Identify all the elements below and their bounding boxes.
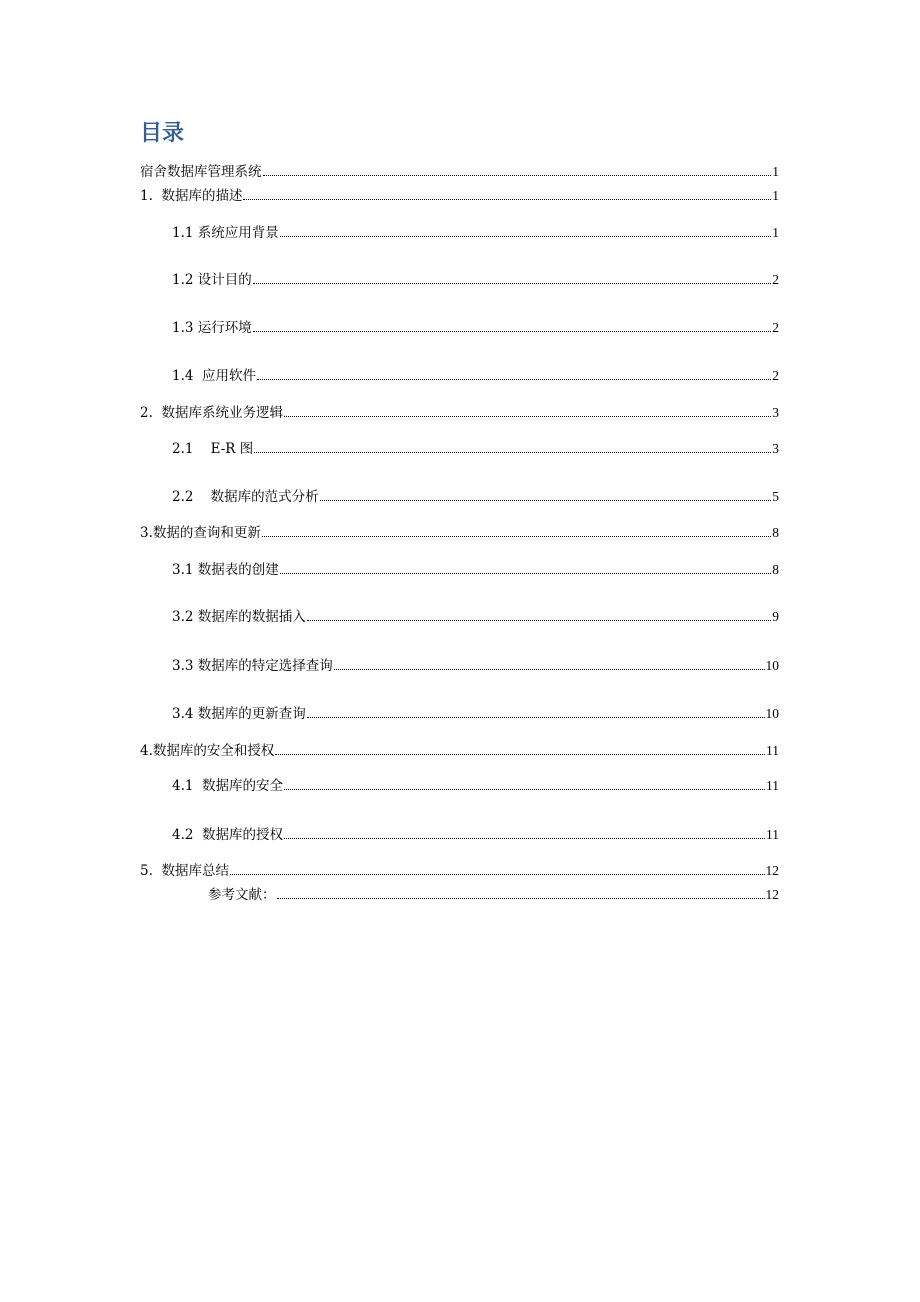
toc-entry[interactable] (172, 777, 779, 795)
toc-entry-label: 1. 数据库的描述 (140, 188, 243, 204)
toc-entry[interactable] (172, 657, 779, 675)
toc-entry-label: 4.1 数据库的安全 (172, 778, 284, 794)
toc-entry-label: 1.4 应用软件 (172, 368, 257, 384)
toc-leader-dots (320, 499, 772, 501)
toc-leader-dots (334, 668, 765, 670)
toc-entry[interactable] (140, 187, 779, 205)
toc-entry-page: 12 (765, 863, 779, 878)
toc-entry[interactable] (208, 886, 779, 904)
toc-entry[interactable] (140, 742, 779, 760)
toc-leader-dots (307, 716, 765, 718)
toc-entry-page: 10 (765, 658, 779, 673)
toc-leader-dots (307, 619, 771, 621)
toc-entry-label: 3.4 数据库的更新查询 (172, 706, 306, 722)
toc-leader-dots (262, 535, 771, 537)
toc-entry-label: 1.1 系统应用背景 (172, 225, 279, 241)
toc-entry-label: 1.2 设计目的 (172, 272, 252, 288)
toc-entry-label: 3.3 数据库的特定选择查询 (172, 658, 333, 674)
toc-entry-page: 2 (772, 272, 779, 287)
toc-leader-dots (253, 330, 771, 332)
toc-entry[interactable] (172, 561, 779, 579)
toc-leader-dots (254, 451, 771, 453)
toc-entry[interactable] (172, 440, 779, 458)
toc-leader-dots (284, 788, 765, 790)
toc-leader-dots (280, 235, 771, 237)
toc-entry-page: 1 (772, 188, 779, 203)
toc-entry-label: 宿舍数据库管理系统 (140, 164, 262, 180)
toc-entry-label: 4.2 数据库的授权 (172, 827, 284, 843)
toc-entry[interactable] (140, 404, 779, 422)
toc-leader-dots (284, 415, 771, 417)
toc-entry-page: 10 (765, 706, 779, 721)
toc-entry-label: 3.2 数据库的数据插入 (172, 609, 306, 625)
toc-entry-label: 2. 数据库系统业务逻辑 (140, 405, 283, 421)
toc-entry[interactable] (172, 224, 779, 242)
toc-leader-dots (275, 753, 765, 755)
toc-entry-page: 9 (772, 609, 779, 624)
toc-entry-page: 5 (772, 489, 779, 504)
toc-entry-page: 3 (772, 405, 779, 420)
toc-entry-page: 8 (772, 562, 779, 577)
toc-title: 目录 (140, 121, 185, 146)
toc-entry-page: 11 (766, 827, 779, 842)
toc-entry-label: 2.2 数据库的范式分析 (172, 489, 319, 505)
toc-entry[interactable] (172, 705, 779, 723)
toc-entry-page: 1 (772, 164, 779, 179)
toc-entry-label: 3.1 数据表的创建 (172, 562, 279, 578)
toc-entry[interactable] (172, 319, 779, 337)
toc-entry[interactable] (172, 826, 779, 844)
toc-entry-page: 2 (772, 320, 779, 335)
toc-entry-page: 3 (772, 441, 779, 456)
toc-entry[interactable] (140, 524, 779, 542)
toc-entry-label: 2.1 E-R 图 (172, 441, 254, 457)
toc-entry[interactable] (172, 608, 779, 626)
toc-entry-label: 参考文献： (208, 887, 276, 903)
toc-entry[interactable] (172, 488, 779, 506)
toc-leader-dots (280, 572, 771, 574)
toc-entry-label: 4.数据库的安全和授权 (140, 743, 275, 759)
toc-leader-dots (263, 174, 772, 176)
toc-entry-label: 5. 数据库总结 (140, 863, 229, 879)
toc-leader-dots (243, 198, 771, 200)
toc-entry-label: 1.3 运行环境 (172, 320, 252, 336)
toc-leader-dots (230, 873, 765, 875)
toc-entry-page: 12 (765, 887, 779, 902)
toc-entry[interactable] (140, 862, 779, 880)
toc-entry[interactable] (172, 271, 779, 289)
toc-entry-page: 1 (772, 225, 779, 240)
toc-leader-dots (253, 282, 771, 284)
toc-entry[interactable] (172, 367, 779, 385)
toc-entry-page: 11 (766, 743, 779, 758)
toc-entry-page: 2 (772, 368, 779, 383)
toc-entry-page: 11 (766, 778, 779, 793)
toc-leader-dots (277, 897, 765, 899)
toc-entry[interactable] (140, 163, 779, 181)
toc-leader-dots (257, 378, 771, 380)
toc-entry-label: 3.数据的查询和更新 (140, 525, 261, 541)
toc-leader-dots (284, 837, 765, 839)
toc-entry-page: 8 (772, 525, 779, 540)
